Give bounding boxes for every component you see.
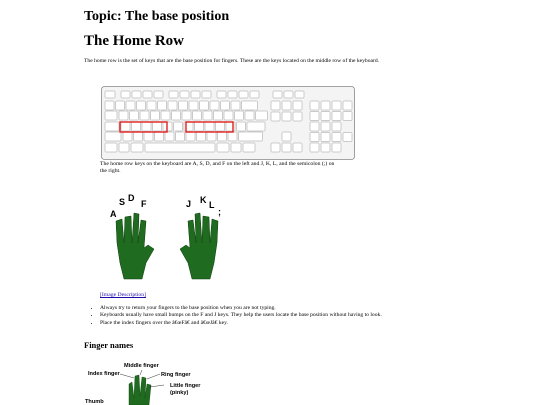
keyboard-key (216, 122, 225, 131)
keyboard-key (140, 111, 149, 120)
keyboard-key (310, 122, 319, 131)
keyboard-key (256, 111, 268, 120)
keyboard-key (321, 143, 330, 152)
keyboard-key (271, 112, 280, 121)
keyboard-key (224, 111, 233, 120)
keyboard-key (203, 111, 212, 120)
keyboard-key (105, 91, 115, 98)
keyboard-key (284, 91, 293, 98)
keyboard-key (186, 132, 195, 141)
keyboard-key (271, 143, 280, 152)
keyboard-key (245, 111, 254, 120)
keyboard-key (293, 112, 302, 121)
label-middle-finger: Middle finger (124, 363, 159, 369)
keyboard-key (242, 101, 258, 110)
keyboard-key (145, 143, 215, 152)
keyboard-key (147, 101, 156, 110)
keyboard-key (155, 132, 164, 141)
keyboard-image (101, 86, 355, 160)
keyboard-key (165, 132, 174, 141)
keyboard-key (239, 132, 263, 141)
keyboard-key (143, 91, 152, 98)
keyboard-key (105, 101, 114, 110)
keyboard-key (282, 101, 291, 110)
keyboard-key (161, 111, 170, 120)
keyboard-key (250, 91, 259, 98)
keyboard-key (231, 101, 240, 110)
keyboard-key (105, 111, 117, 120)
keyboard-key (321, 112, 330, 121)
keyboard-key (271, 101, 280, 110)
keyboard-key (195, 122, 204, 131)
keyboard-key (119, 143, 129, 152)
keyboard-key (332, 143, 341, 152)
label-d: D (128, 193, 135, 203)
keyboard-key (310, 133, 319, 142)
keyboard-key (105, 122, 119, 131)
keyboard-key (332, 133, 341, 142)
keyboard-key (182, 111, 191, 120)
label-index-finger: Index finger (88, 371, 120, 377)
keyboard-key (126, 101, 135, 110)
keyboard-key (310, 101, 319, 110)
keyboard-key (169, 91, 178, 98)
keyboard-key (189, 101, 198, 110)
keyboard-key (174, 122, 183, 131)
keyboard-key (239, 91, 248, 98)
finger-names-title: Finger names (84, 340, 134, 350)
image-description-link[interactable]: [Image Description] (100, 292, 146, 298)
keyboard-key (332, 101, 341, 110)
keyboard-key (273, 91, 282, 98)
keyboard-key (132, 91, 141, 98)
keyboard-key (321, 122, 330, 131)
tips-list (92, 305, 382, 327)
keyboard-key (179, 101, 188, 110)
keyboard-key (134, 132, 143, 141)
finger-hand (129, 375, 151, 405)
tip-item: • Keyboards usually have small bumps on the F and J keys. They help the users locate the base position without having to look. (100, 312, 382, 319)
keyboard-key (130, 111, 139, 120)
keyboard-key (207, 132, 216, 141)
keyboard-key (332, 122, 341, 131)
keyboard-key (210, 101, 219, 110)
keyboard-key (214, 111, 223, 120)
keyboard-key (217, 91, 226, 98)
keyboard-key (142, 122, 151, 131)
keyboard-key (282, 132, 291, 141)
keyboard-key (191, 91, 200, 98)
keyboard-key (176, 132, 185, 141)
section-title: The Home Row (84, 33, 184, 49)
label-a: A (110, 209, 117, 219)
right-hand (180, 213, 218, 279)
keyboard-key (151, 111, 160, 120)
keyboard-key (217, 143, 229, 152)
keyboard-key (172, 111, 181, 120)
keyboard-key (119, 111, 128, 120)
keyboard-key (332, 112, 341, 121)
label-s: S (119, 197, 126, 207)
keyboard-key (228, 132, 237, 141)
keyboard-key (193, 111, 202, 120)
label-l: L (209, 200, 215, 210)
keyboard-key (121, 91, 130, 98)
page-topic: Topic: The base position (84, 9, 230, 24)
keyboard-key (202, 91, 211, 98)
keyboard-key (282, 112, 291, 121)
keyboard-key (321, 133, 330, 142)
keyboard-key (321, 101, 330, 110)
keyboard-key (221, 101, 230, 110)
keyboard-key (105, 132, 121, 141)
keyboard-key (310, 112, 319, 121)
label-ring-finger: Ring finger (161, 372, 191, 378)
keyboard-key (231, 143, 241, 152)
hands-image (108, 193, 228, 288)
keyboard-key (205, 122, 214, 131)
keyboard-key (105, 143, 117, 152)
label-k: K (200, 195, 207, 205)
label-j: J (186, 199, 192, 209)
label-semicolon: ; (218, 207, 221, 217)
keyboard-key (295, 91, 304, 98)
keyboard-key (137, 101, 146, 110)
intro-paragraph: The home row is the set of keys that are the base position for fingers. These are the keys located on the middle row of the keyboard. (84, 58, 380, 64)
label-thumb: Thumb (85, 399, 104, 405)
keyboard-key (237, 122, 246, 131)
keyboard-key (131, 143, 143, 152)
keyboard-key (144, 132, 153, 141)
keyboard-key (235, 111, 244, 120)
keyboard-caption: The home row keys on the keyboard are A, S, D, and F on the left and J, K, L, and the semicolon (;) on the right. (100, 161, 335, 174)
keyboard-key (310, 143, 319, 152)
label-f: F (141, 199, 147, 209)
keyboard-key (243, 143, 255, 152)
keyboard-key (343, 133, 352, 142)
keyboard-key (154, 91, 163, 98)
label-little-finger: Little finger (170, 383, 201, 389)
keyboard-key (343, 112, 352, 121)
keyboard-key (158, 101, 167, 110)
keyboard-key (180, 91, 189, 98)
keyboard-key (343, 101, 352, 110)
keyboard-key (282, 143, 291, 152)
keyboard-key (218, 132, 227, 141)
keyboard-key (121, 122, 130, 131)
keyboard-key (197, 132, 206, 141)
keyboard-key (153, 122, 162, 131)
keyboard-key (116, 101, 125, 110)
keyboard-key (293, 101, 302, 110)
keyboard-key (293, 143, 302, 152)
keyboard-key (132, 122, 141, 131)
tip-item: • Always try to return your fingers to the base position when you are not typing. (100, 305, 382, 312)
tip-item: • Place the index fingers over the â€œFâ€ and â€œJâ€ key. (100, 320, 382, 327)
label-pinky: (pinky) (170, 390, 189, 396)
finger-names-image (84, 358, 224, 405)
keyboard-key (200, 101, 209, 110)
keyboard-key (123, 132, 132, 141)
left-hand (116, 213, 154, 279)
keyboard-key (228, 91, 237, 98)
keyboard-key (247, 122, 265, 131)
keyboard-key (168, 101, 177, 110)
